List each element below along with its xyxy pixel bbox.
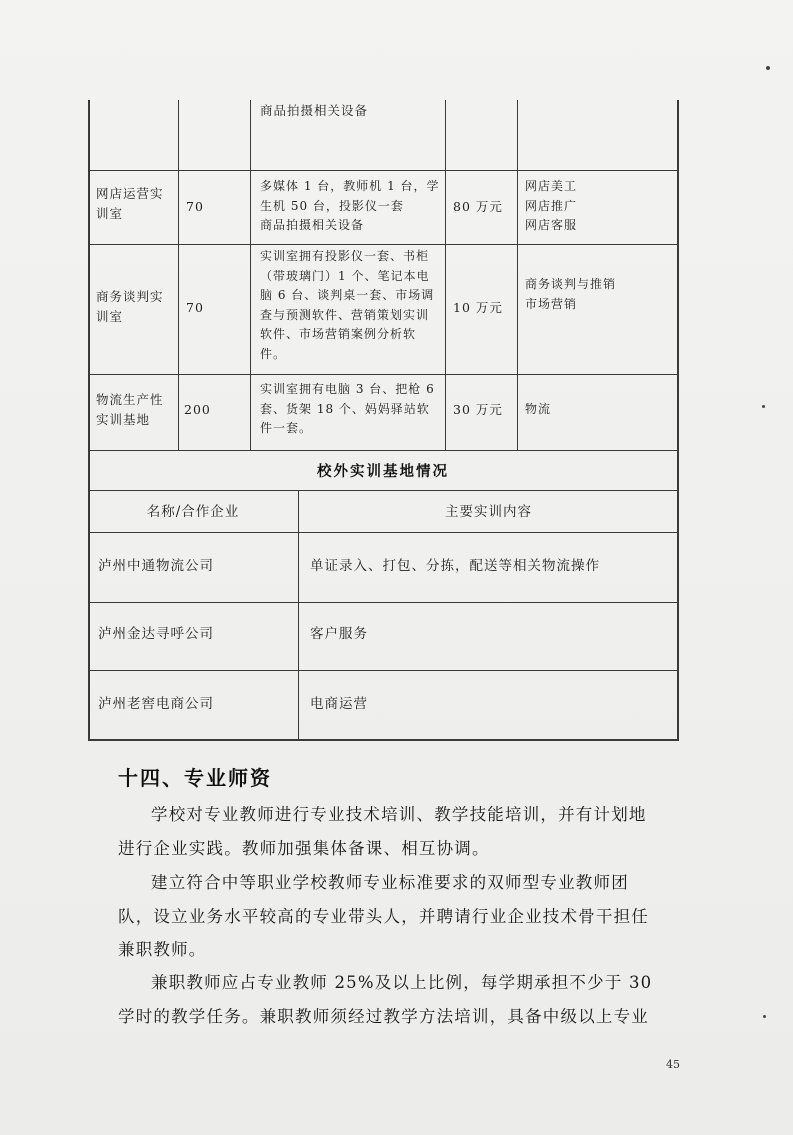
equipment-line: 生机 50 台，投影仪一套 (260, 198, 404, 213)
row-divider (88, 374, 678, 375)
equipment-line: （带玻璃门）1 个、笔记本电 (260, 268, 430, 283)
paragraph-line: 学时的教学任务。兼职教师须经过教学方法培训，具备中级以上专业 (118, 1006, 649, 1026)
paragraph-line (118, 866, 680, 900)
equipment-line: 查与预测软件、营销策划实训 (260, 307, 430, 322)
page-number: 45 (666, 1058, 680, 1071)
capacity: 70 (186, 199, 204, 214)
row-divider (88, 450, 678, 451)
equipment (260, 380, 435, 439)
course-line: 网店推广 (525, 198, 578, 213)
paragraph-line (118, 798, 680, 832)
offcampus-company: 泸州中通物流公司 (98, 558, 214, 574)
room-name-line: 网店运营实 (96, 186, 164, 201)
equipment-line: 商品拍摄相关设备 (260, 218, 365, 232)
header-content: 主要实训内容 (445, 504, 532, 520)
paragraph-line (118, 966, 680, 1000)
row-divider (88, 670, 678, 671)
paragraph-text: 学校对专业教师进行专业技术培训、教学技能培训，并有计划地 (151, 805, 647, 824)
table-row (260, 101, 368, 121)
offcampus-title: 校外实训基地情况 (317, 463, 449, 480)
course-line: 网店客服 (525, 218, 578, 232)
equipment-line: 套、货架 18 个、妈妈驿站软 (260, 401, 430, 416)
row-divider (88, 602, 678, 603)
course-line: 物流 (525, 402, 552, 416)
paragraph-1 (118, 798, 680, 865)
course-line: 市场营销 (525, 296, 578, 311)
price: 10 万元 (453, 300, 503, 315)
offcampus-content: 电商运营 (310, 696, 368, 712)
room-name-line: 训室 (96, 309, 124, 324)
offcampus-content: 单证录入、打包、分拣，配送等相关物流操作 (310, 558, 600, 574)
room-name (96, 390, 164, 430)
training-base-table (88, 100, 678, 741)
offcampus-content: 客户服务 (310, 626, 368, 642)
room-name-line: 实训基地 (96, 412, 151, 427)
section-title: 十四、专业师资 (118, 766, 272, 790)
equipment-line: 件一套。 (260, 421, 313, 435)
equipment-line: 脑 6 台、谈判桌一套、市场调 (260, 288, 435, 302)
scan-speck (763, 1015, 766, 1018)
room-name-line: 训室 (96, 206, 124, 221)
header-company: 名称/合作企业 (146, 504, 240, 520)
paragraph-3 (118, 966, 680, 1033)
col-divider (250, 100, 251, 450)
course-line: 网店美工 (525, 179, 578, 193)
equipment (260, 177, 440, 236)
paragraph-2 (118, 866, 680, 967)
paragraph-line: 进行企业实践。教师加强集体备课、相互协调。 (118, 838, 490, 858)
room-name (96, 184, 164, 224)
price: 80 万元 (453, 199, 503, 214)
courses (525, 275, 616, 314)
equipment-line: 实训室拥有电脑 3 台、把枪 6 (260, 382, 435, 396)
equipment-line: 商品拍摄相关设备 (260, 103, 369, 118)
equipment-line: 件。 (260, 346, 287, 361)
table-border-bottom (88, 739, 678, 741)
equipment-line: 软件、市场营销案例分析软 (260, 327, 417, 341)
paragraph-line: 兼职教师。 (118, 940, 207, 959)
courses (525, 400, 551, 420)
capacity: 200 (184, 402, 211, 417)
paragraph-line: 队，设立业务水平较高的专业带头人，并聘请行业企业技术骨干担任 (118, 906, 649, 926)
room-name (96, 287, 164, 327)
col-divider (517, 100, 518, 450)
price: 30 万元 (453, 402, 503, 417)
room-name-line: 商务谈判实 (96, 289, 164, 304)
capacity: 70 (186, 300, 204, 315)
scan-speck (762, 405, 765, 408)
offcampus-company: 泸州金达寻呼公司 (98, 626, 214, 642)
paragraph-text: 兼职教师应占专业教师 25%及以上比例，每学期承担不少于 30 (151, 973, 653, 992)
col-divider (298, 490, 299, 741)
col-divider (445, 100, 446, 450)
equipment (260, 247, 434, 364)
equipment-line: 实训室拥有投影仪一套、书柜 (260, 249, 430, 263)
col-divider (178, 100, 179, 450)
equipment-line: 多媒体 1 台，教师机 1 台，学 (260, 179, 440, 193)
table-border-left (88, 100, 90, 741)
room-name-line: 物流生产性 (96, 392, 164, 407)
row-divider (88, 244, 678, 245)
offcampus-company: 泸州老窖电商公司 (98, 696, 214, 712)
table-border-right (677, 100, 679, 741)
courses (525, 177, 577, 236)
course-line: 商务谈判与推销 (525, 277, 617, 291)
row-divider (88, 170, 678, 171)
row-divider (88, 490, 678, 491)
row-divider (88, 532, 678, 533)
scan-speck (766, 66, 770, 70)
paragraph-text: 建立符合中等职业学校教师专业标准要求的双师型专业教师团 (151, 873, 629, 892)
